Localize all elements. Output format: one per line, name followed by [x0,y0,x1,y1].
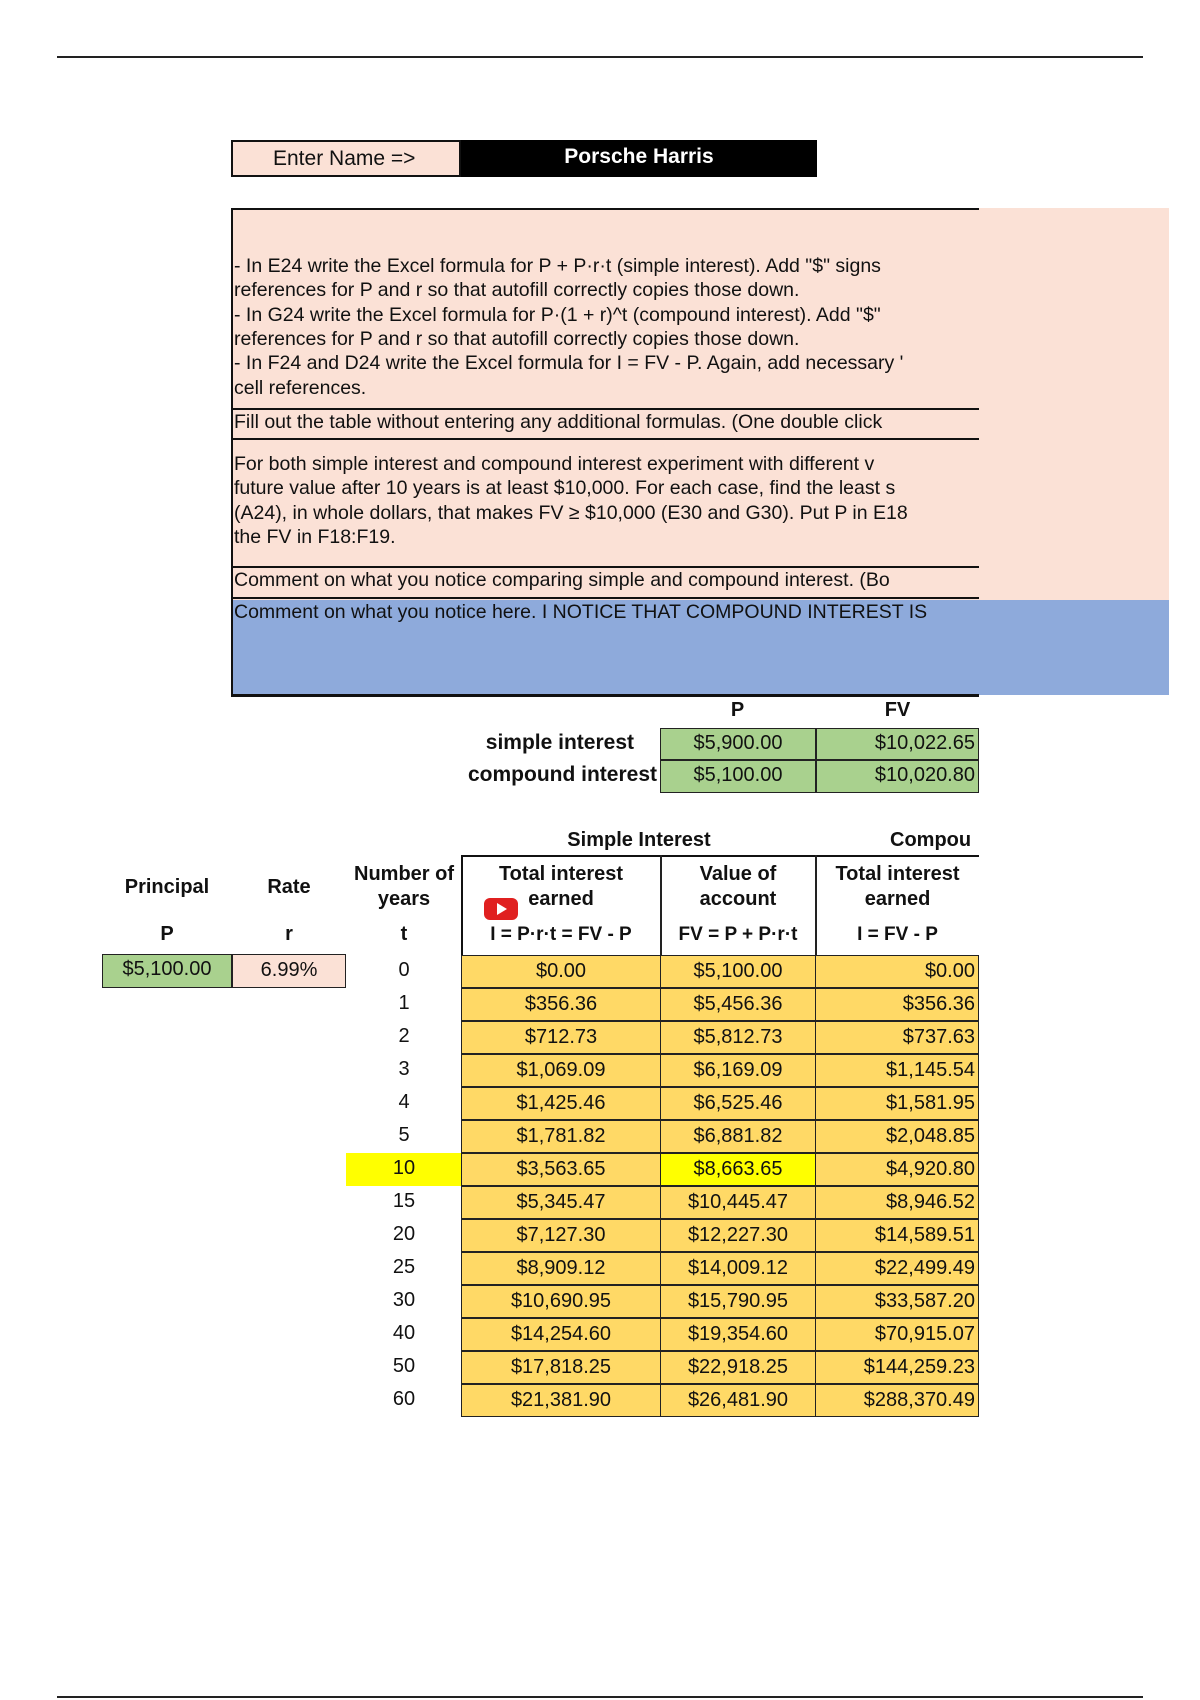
summary-simple-fv[interactable]: $10,022.65 [816,728,979,760]
compound-interest-cell[interactable]: $1,581.95 [815,1087,979,1120]
principal-input[interactable]: $5,100.00 [102,954,232,988]
symbol-t: t [400,923,408,945]
header-principal: Principal [124,876,210,898]
years-cell[interactable]: 3 [398,1058,410,1080]
simple-value-cell[interactable]: $6,525.46 [660,1087,816,1120]
formula-simple-interest: I = P·r·t = FV - P [490,924,632,945]
compound-interest-cell[interactable]: $14,589.51 [815,1219,979,1252]
simple-value-cell[interactable]: $10,445.47 [660,1186,816,1219]
group-header-simple: Simple Interest [567,829,711,851]
instruction-line: references for P and r so that autofill correctly copies those down. [234,279,800,302]
simple-interest-cell[interactable]: $0.00 [461,955,661,988]
header-compound-interest-line2: earned [864,888,931,910]
simple-value-cell[interactable]: $14,009.12 [660,1252,816,1285]
simple-interest-cell[interactable]: $712.73 [461,1021,661,1054]
instruction-line: references for P and r so that autofill correctly copies those down. [234,327,800,350]
symbol-r: r [285,923,293,945]
simple-interest-cell[interactable]: $3,563.65 [461,1153,661,1186]
simple-interest-cell[interactable]: $10,690.95 [461,1285,661,1318]
header-compound-interest-line1: Total interest [835,863,960,885]
instruction-line: - In E24 write the Excel formula for P + P·r·t (simple interest). Add "$" signs [234,255,881,277]
compound-interest-cell[interactable]: $4,920.80 [815,1153,979,1186]
years-cell[interactable]: 40 [392,1322,416,1344]
instruction-line: - In F24 and D24 write the Excel formula for I = FV - P. Again, add necessary ' [234,352,904,375]
simple-interest-cell[interactable]: $5,345.47 [461,1186,661,1219]
experiment-line: (A24), in whole dollars, that makes FV ≥ $10,000 (E30 and G30). Put P in E18 [234,501,908,524]
page-top-rule [57,56,1143,58]
compound-interest-cell[interactable]: $33,587.20 [815,1285,979,1318]
compound-interest-cell[interactable]: $356.36 [815,988,979,1021]
simple-value-cell[interactable]: $15,790.95 [660,1285,816,1318]
simple-value-cell[interactable]: $5,100.00 [660,955,816,988]
simple-interest-cell[interactable]: $1,425.46 [461,1087,661,1120]
formula-simple-value: FV = P + P·r·t [678,924,798,945]
header-rate: Rate [267,876,311,898]
instructions-border [231,208,979,210]
header-simple-interest-line2: earned [528,888,594,910]
instruction-line: - In G24 write the Excel formula for P·(1 + r)^t (compound interest). Add "$" [234,303,881,326]
video-play-icon[interactable] [484,898,518,920]
compound-interest-cell[interactable]: $288,370.49 [815,1384,979,1417]
summary-label-simple: simple interest [485,731,634,754]
compound-interest-cell[interactable]: $144,259.23 [815,1351,979,1384]
comment-prompt: Comment on what you notice comparing simple and compound interest. (Bo [234,569,890,591]
summary-header-fv: FV [884,699,911,721]
compound-interest-cell[interactable]: $0.00 [815,955,979,988]
simple-value-cell[interactable]: $6,881.82 [660,1120,816,1153]
compound-interest-cell[interactable]: $22,499.49 [815,1252,979,1285]
experiment-line: future value after 10 years is at least $10,000. For each case, find the least s [234,477,896,500]
simple-interest-cell[interactable]: $1,781.82 [461,1120,661,1153]
page-bottom-rule [57,1696,1143,1698]
instructions-divider [233,597,979,599]
simple-value-cell[interactable]: $8,663.65 [660,1153,816,1186]
header-years-line1: Number of [354,863,454,885]
simple-interest-cell[interactable]: $1,069.09 [461,1054,661,1087]
compound-interest-cell[interactable]: $8,946.52 [815,1186,979,1219]
comment-answer-text[interactable]: Comment on what you notice here. I NOTICE THAT COMPOUND INTEREST IS [234,601,928,623]
simple-interest-cell[interactable]: $356.36 [461,988,661,1021]
simple-value-cell[interactable]: $12,227.30 [660,1219,816,1252]
summary-header-p: P [730,699,745,721]
years-cell[interactable]: 50 [392,1355,416,1377]
instructions-divider [233,438,979,440]
simple-value-cell[interactable]: $6,169.09 [660,1054,816,1087]
years-cell[interactable]: 5 [398,1124,410,1146]
compound-interest-cell[interactable]: $1,145.54 [815,1054,979,1087]
years-cell[interactable]: 60 [392,1388,416,1410]
header-value-line2: account [699,888,777,910]
simple-value-cell[interactable]: $22,918.25 [660,1351,816,1384]
years-cell[interactable]: 15 [392,1190,416,1212]
experiment-line: the FV in F18:F19. [234,525,396,548]
experiment-line: For both simple interest and compound interest experiment with different v [234,453,875,475]
years-cell[interactable]: 1 [398,992,410,1014]
compound-interest-cell[interactable]: $70,915.07 [815,1318,979,1351]
group-header-compound: Compou [890,829,972,851]
compound-interest-cell[interactable]: $737.63 [815,1021,979,1054]
instructions-border [231,208,233,696]
years-cell[interactable]: 10 [346,1153,462,1186]
simple-interest-cell[interactable]: $14,254.60 [461,1318,661,1351]
summary-compound-fv[interactable]: $10,020.80 [816,760,979,793]
formula-compound-interest: I = FV - P [857,924,938,945]
header-years-line2: years [377,888,431,910]
summary-simple-p[interactable]: $5,900.00 [660,728,816,760]
simple-value-cell[interactable]: $19,354.60 [660,1318,816,1351]
simple-value-cell[interactable]: $26,481.90 [660,1384,816,1417]
simple-interest-cell[interactable]: $7,127.30 [461,1219,661,1252]
rate-input[interactable]: 6.99% [232,954,346,988]
simple-interest-cell[interactable]: $8,909.12 [461,1252,661,1285]
fill-table-instruction: Fill out the table without entering any additional formulas. (One double click [234,411,883,433]
symbol-p: P [160,923,174,945]
header-value-line1: Value of [699,863,777,885]
summary-compound-p[interactable]: $5,100.00 [660,760,816,793]
years-cell[interactable]: 25 [392,1256,416,1278]
summary-label-compound: compound interest [467,763,657,786]
compound-interest-cell[interactable]: $2,048.85 [815,1120,979,1153]
years-cell[interactable]: 0 [398,959,410,981]
years-cell[interactable]: 30 [392,1289,416,1311]
header-simple-interest-line1: Total interest [498,863,624,885]
name-input-cell[interactable]: Porsche Harris [461,140,817,177]
simple-interest-cell[interactable]: $21,381.90 [461,1384,661,1417]
simple-value-cell[interactable]: $5,456.36 [660,988,816,1021]
years-cell[interactable]: 4 [398,1091,410,1113]
simple-value-cell[interactable]: $5,812.73 [660,1021,816,1054]
years-cell[interactable]: 20 [392,1223,416,1245]
name-label-cell: Enter Name => [231,140,461,177]
simple-interest-cell[interactable]: $17,818.25 [461,1351,661,1384]
years-cell[interactable]: 2 [398,1025,410,1047]
instruction-line: cell references. [234,376,367,399]
